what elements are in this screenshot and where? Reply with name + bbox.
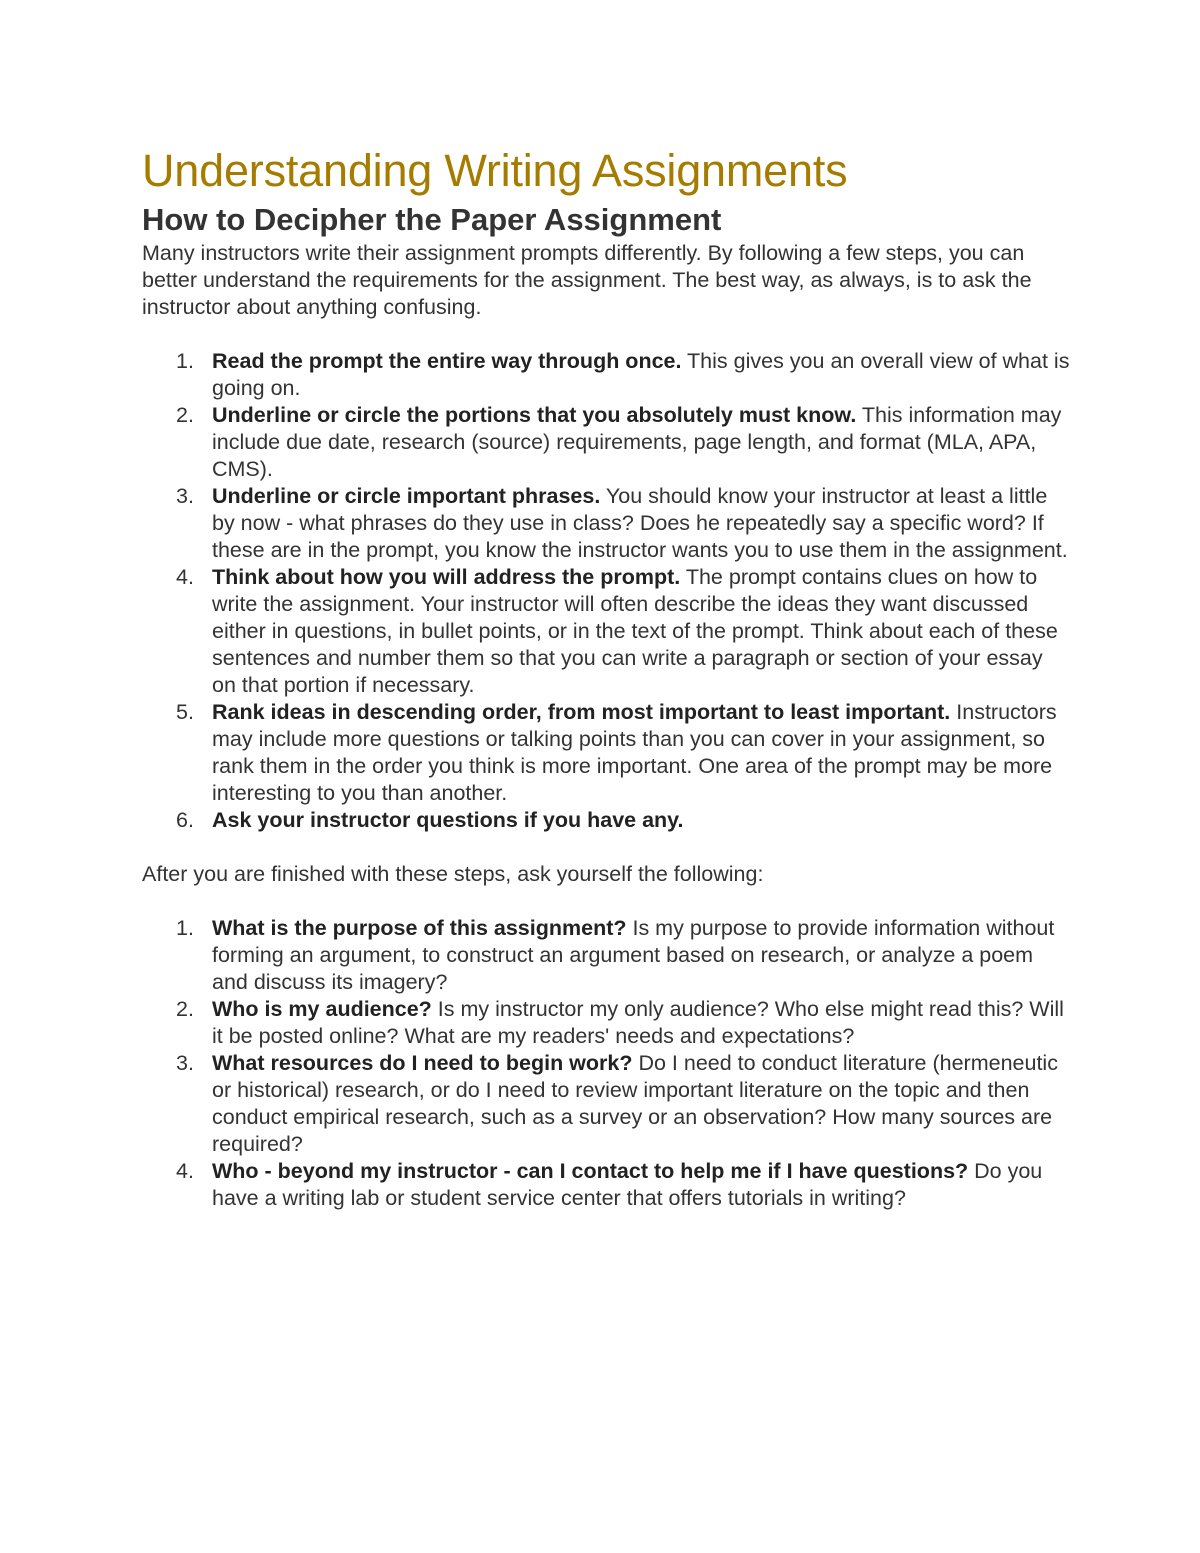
list-item	[142, 996, 1072, 1050]
list-number: 1.	[176, 916, 194, 940]
document-title: Understanding Writing Assignments	[142, 145, 848, 196]
list-item-heading: What resources do I need to begin work?	[212, 1051, 633, 1075]
list-item	[142, 915, 1072, 996]
list-item	[142, 1050, 1072, 1158]
list-item-heading: Read the prompt the entire way through once.	[212, 349, 682, 373]
list-item-heading: Ask your instructor questions if you have any.	[212, 808, 684, 832]
list-number: 1.	[176, 349, 194, 373]
list-item	[142, 1158, 1072, 1212]
followup-paragraph: After you are finished with these steps, ask yourself the following:	[142, 862, 764, 886]
list-number: 6.	[176, 808, 194, 832]
list-number: 2.	[176, 997, 194, 1021]
list-item-text: You should know your instructor at least a little by now - what phrases do they use in class? Does he repeatedly say a specific word? If these are in the prompt, you know the instructor wants you to use them in the assignment.	[212, 484, 1068, 562]
list-item-text: Do I need to conduct literature (hermeneutic or historical) research, or do I need to review important literature on the topic and then conduct empirical research, such as a survey or an observation? How many sources are required?	[212, 1051, 1058, 1156]
intro-paragraph: Many instructors write their assignment prompts differently. By following a few steps, you can better understand the requirements for the assignment. The best way, as always, is to ask the instructor about anything confusing.	[142, 241, 1032, 319]
list-item-heading: Underline or circle important phrases.	[212, 484, 601, 508]
list-item	[142, 564, 1072, 699]
list-item	[142, 699, 1072, 807]
list-number: 4.	[176, 565, 194, 589]
questions-list	[142, 915, 1072, 1212]
list-item	[142, 348, 1072, 402]
list-item-heading: What is the purpose of this assignment?	[212, 916, 627, 940]
list-item-text: Do you have a writing lab or student service center that offers tutorials in writing?	[212, 1159, 1043, 1210]
list-number: 2.	[176, 403, 194, 427]
list-item-text: The prompt contains clues on how to write the assignment. Your instructor will often describe the ideas they want discussed either in questions, in bullet points, or in the text of the prompt. Think about each of these sentences and number them so that you can write a paragraph or section of your essay on that portion if necessary.	[212, 565, 1058, 697]
list-item-text: Is my instructor my only audience? Who else might read this? Will it be posted online? What are my readers' needs and expectations?	[212, 997, 1064, 1048]
list-number: 3.	[176, 484, 194, 508]
list-item	[142, 807, 1072, 834]
list-item	[142, 483, 1072, 564]
list-item-heading: Who is my audience?	[212, 997, 432, 1021]
document-page	[142, 140, 1072, 1212]
list-item-text: Is my purpose to provide information without forming an argument, to construct an argument based on research, or analyze a poem and discuss its imagery?	[212, 916, 1055, 994]
list-number: 4.	[176, 1159, 194, 1183]
list-item-text: This gives you an overall view of what is going on.	[212, 349, 1070, 400]
list-item-heading: Underline or circle the portions that you absolutely must know.	[212, 403, 857, 427]
list-item-heading: Who - beyond my instructor - can I contact to help me if I have questions?	[212, 1159, 969, 1183]
list-item	[142, 402, 1072, 483]
steps-list	[142, 348, 1072, 834]
list-item-heading: Think about how you will address the prompt.	[212, 565, 681, 589]
list-item-text: Instructors may include more questions or talking points than you can cover in your assignment, so rank them in the order you think is more important. One area of the prompt may be more interesting to you than another.	[212, 700, 1057, 805]
section-heading: How to Decipher the Paper Assignment	[142, 202, 722, 237]
list-number: 5.	[176, 700, 194, 724]
list-number: 3.	[176, 1051, 194, 1075]
list-item-text: This information may include due date, research (source) requirements, page length, and format (MLA, APA, CMS).	[212, 403, 1062, 481]
list-item-heading: Rank ideas in descending order, from most important to least important.	[212, 700, 951, 724]
